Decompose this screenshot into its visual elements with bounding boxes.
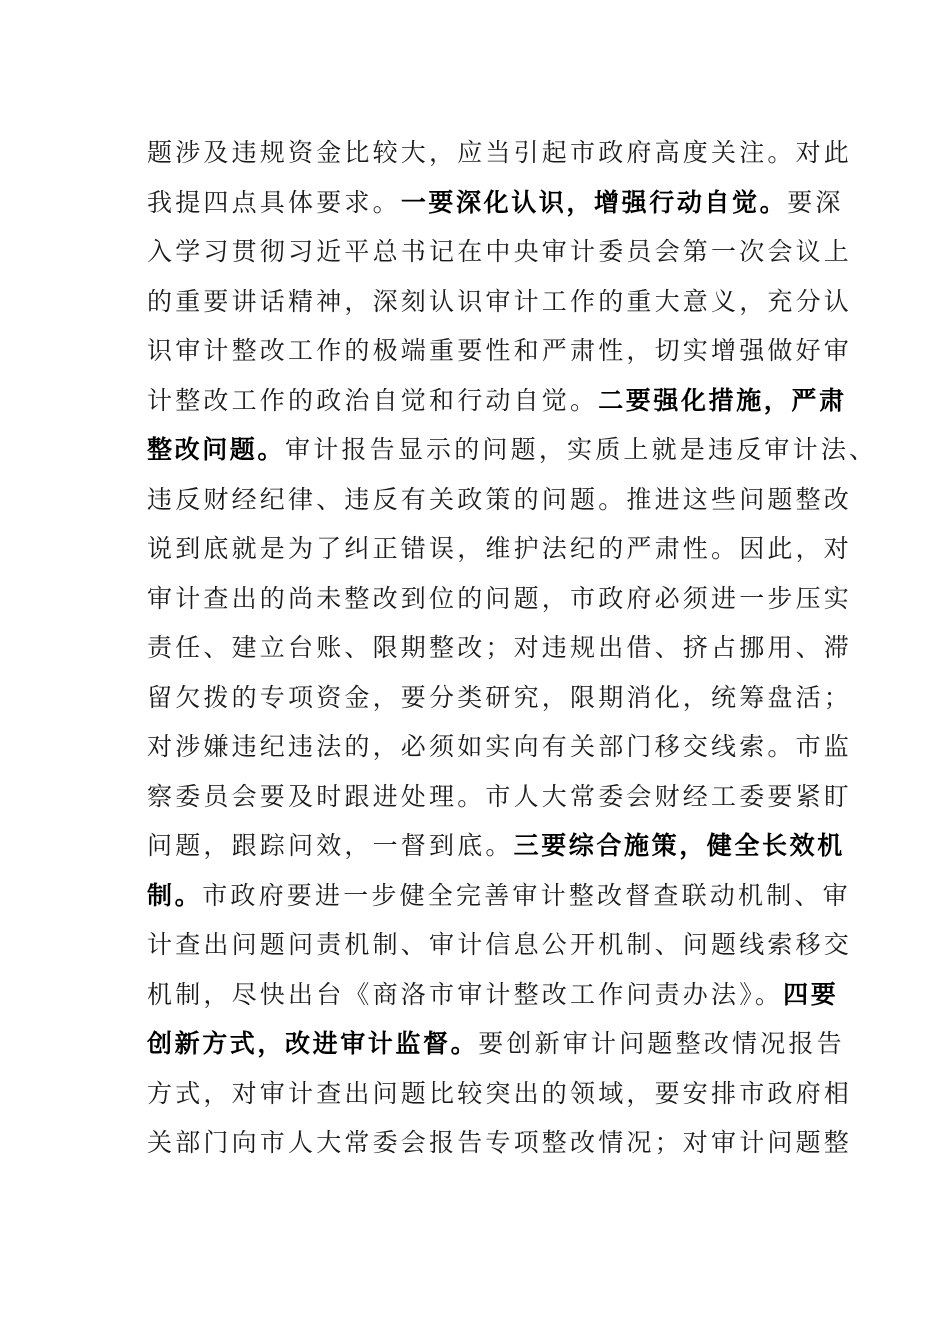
- body-text-segment: 问题，跟踪问效，一督到底。: [147, 831, 514, 860]
- text-line: [147, 722, 853, 772]
- body-text-segment: 的重要讲话精神，深刻认识审计工作的重大意义，充分认: [147, 286, 853, 316]
- bold-heading-text: 一要深化认识，增强行动自觉。: [400, 187, 788, 217]
- text-line: [147, 1019, 845, 1069]
- text-line: [147, 326, 853, 376]
- body-text-segment: 机制，尽快出台《商洛市审计整改工作问责办法》。: [147, 979, 784, 1009]
- body-text-segment: 要创新审计问题整改情况报告: [478, 1029, 845, 1058]
- body-text-segment: 违反财经纪律、违反有关政策的问题。推进这些问题整改: [147, 484, 853, 514]
- bold-heading-text: 四要: [783, 979, 839, 1009]
- body-text-segment: 题涉及违规资金比较大，应当引起市政府高度关注。对此: [147, 138, 853, 167]
- text-line: [147, 673, 853, 723]
- text-line: [147, 623, 853, 673]
- bold-heading-text: 创新方式，改进审计监督。: [147, 1029, 479, 1058]
- text-line: [147, 1118, 853, 1168]
- text-line: [147, 524, 853, 574]
- body-text-segment: 留欠拨的专项资金，要分类研究，限期消化，统筹盘活；: [147, 682, 853, 712]
- bold-heading-text: 制。: [147, 880, 203, 910]
- text-line: [147, 821, 845, 871]
- body-text-segment: 方式，对审计查出问题比较突出的领域，要安排市政府相: [147, 1078, 853, 1108]
- body-text-segment: 关部门向市人大常委会报告专项整改情况；对审计问题整: [147, 1128, 853, 1157]
- text-line: [147, 128, 853, 178]
- text-line: [147, 574, 853, 624]
- bold-heading-text: 整改问题。: [147, 435, 286, 464]
- body-text-segment: 责任、建立台账、限期整改；对违规出借、挤占挪用、滞: [147, 633, 853, 662]
- text-line: [147, 1069, 853, 1119]
- body-text-segment: 市政府要进一步健全完善审计整改督查联动机制、审: [202, 880, 851, 910]
- body-text-segment: 入学习贯彻习近平总书记在中央审计委员会第一次会议上: [147, 237, 853, 266]
- body-text-segment: 要深: [787, 187, 844, 217]
- body-text-segment: 审计报告显示的问题，实质上就是违反审计法、: [285, 435, 878, 464]
- text-line: [147, 178, 844, 228]
- text-line: [147, 970, 837, 1020]
- text-line: [147, 871, 851, 921]
- text-line: [147, 227, 853, 277]
- body-text-segment: 说到底就是为了纠正错误，维护法纪的严肃性。因此，对: [147, 534, 853, 563]
- text-line: [147, 772, 853, 822]
- body-text-segment: 识审计整改工作的极端重要性和严肃性，切实增强做好审: [147, 336, 853, 365]
- text-line: [147, 376, 847, 426]
- body-text-segment: 对涉嫌违纪违法的，必须如实向有关部门移交线索。市监: [147, 732, 853, 761]
- text-line: [147, 425, 878, 475]
- bold-heading-text: 三要综合施策，健全长效机: [513, 831, 845, 860]
- body-paragraph: [147, 128, 878, 1168]
- text-line: [147, 475, 853, 525]
- body-text-segment: 计整改工作的政治自觉和行动自觉。: [147, 385, 599, 415]
- body-text-segment: 我提四点具体要求。: [147, 187, 401, 217]
- text-line: [147, 277, 853, 327]
- text-line: [147, 920, 853, 970]
- bold-heading-text: 二要强化措施，严肃: [598, 385, 847, 415]
- body-text-segment: 审计查出的尚未整改到位的问题，市政府必须进一步压实: [147, 583, 853, 613]
- body-text-segment: 察委员会要及时跟进处理。市人大常委会财经工委要紧盯: [147, 781, 853, 811]
- body-text-segment: 计查出问题问责机制、审计信息公开机制、问题线索移交: [147, 930, 853, 959]
